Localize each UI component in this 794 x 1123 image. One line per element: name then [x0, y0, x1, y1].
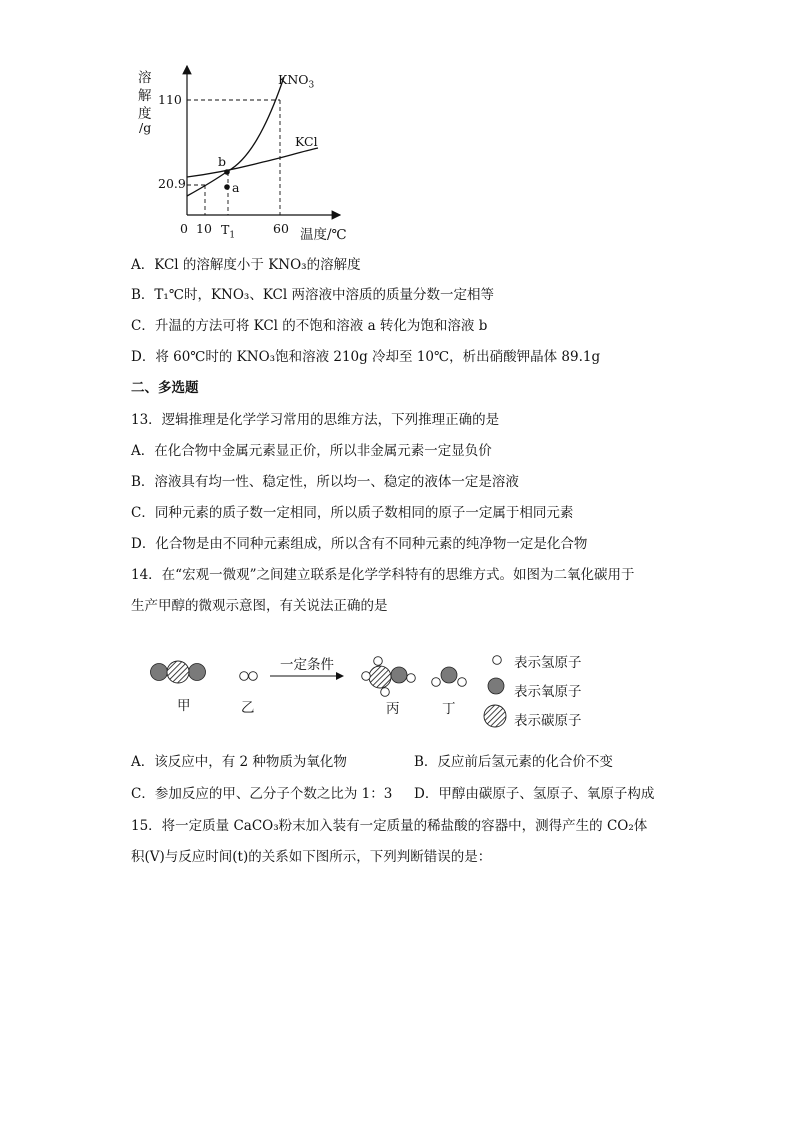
ylabel-unit: /g [139, 120, 152, 135]
label-jia: 甲 [177, 698, 191, 714]
q12-option-a: A．KCl 的溶解度小于 KNO₃的溶解度 [131, 257, 361, 273]
solubility-chart [0, 60, 794, 310]
q13-option-b: B．溶液具有均一性、稳定性，所以均一、稳定的液体一定是溶液 [131, 474, 519, 490]
kcl-label: KCl [295, 134, 318, 149]
point-a-label: a [232, 180, 240, 195]
q13-option-c: C．同种元素的质子数一定相同，所以质子数相同的原子一定属于相同元素 [131, 505, 574, 521]
reaction-condition: 一定条件 [280, 657, 334, 673]
molecule-jia [151, 661, 206, 683]
molecule-yi [240, 672, 258, 681]
q14-stem-line1: 14．在“宏观一微观”之间建立联系是化学学科特有的思维方式。如图为二氧化碳用于 [131, 567, 635, 583]
y-tick-20-9: 20.9 [158, 176, 186, 191]
legend-c-text: 表示碳原子 [514, 713, 582, 729]
q13-option-a: A．在化合物中金属元素显正价，所以非金属元素一定显负价 [131, 443, 492, 459]
ylabel-char-1: 溶 [138, 70, 152, 86]
q14-option-a: A．该反应中，有 2 种物质为氧化物 [131, 754, 347, 770]
q12-option-d: D．将 60℃时的 KNO₃饱和溶液 210g 冷却至 10℃，析出硝酸钾晶体 89.1g [131, 349, 601, 365]
x-tick-60: 60 [273, 221, 289, 236]
kno3-curve [187, 77, 284, 196]
legend-o-text: 表示氧原子 [514, 684, 582, 700]
point-b-label: b [218, 154, 227, 169]
q13-stem: 13．逻辑推理是化学学习常用的思维方法，下列推理正确的是 [131, 412, 500, 428]
x-tick-t1: $T_1$ [221, 222, 236, 241]
q13-option-d: D．化合物是由不同种元素组成，所以含有不同种元素的纯净物一定是化合物 [131, 536, 588, 552]
point-a [224, 184, 230, 190]
q12-option-c: C．升温的方法可将 KCl 的不饱和溶液 a 转化为饱和溶液 b [131, 318, 488, 334]
q14-option-c: C．参加反应的甲、乙分子个数之比为 1：3 [131, 786, 393, 802]
reaction-diagram [0, 650, 794, 740]
legend-h-icon [493, 656, 502, 665]
q15-stem-line1: 15．将一定质量 CaCO₃粉末加入装有一定质量的稀盐酸的容器中，测得产生的 CO₂体 [131, 818, 648, 834]
legend-h-text: 表示氢原子 [514, 655, 582, 671]
molecule-bing [362, 657, 416, 697]
ylabel-char-2: 解 [138, 88, 152, 104]
label-yi: 乙 [241, 700, 255, 716]
molecule-ding [432, 667, 467, 686]
q12-option-b: B．T₁℃时，KNO₃、KCl 两溶液中溶质的质量分数一定相等 [131, 287, 494, 303]
label-bing: 丙 [386, 701, 400, 717]
q15-stem-line2: 积(V)与反应时间(t)的关系如下图所示，下列判断错误的是： [131, 849, 492, 865]
legend-c-icon [484, 705, 506, 727]
y-tick-110: 110 [158, 92, 182, 107]
q14-stem-line2: 生产甲醇的微观示意图，有关说法正确的是 [131, 598, 388, 614]
kcl-curve [187, 148, 318, 177]
x-tick-0: 0 [180, 221, 188, 236]
x-axis-label: 温度/℃ [300, 227, 347, 243]
x-tick-10: 10 [196, 221, 212, 236]
section-heading: 二、多选题 [131, 380, 199, 396]
point-b [224, 169, 230, 175]
label-ding: 丁 [442, 701, 456, 717]
legend-o-icon [488, 678, 504, 694]
q14-option-b: B．反应前后氢元素的化合价不变 [414, 754, 613, 770]
kno3-label: $KNO_3$ [278, 72, 315, 91]
q14-option-d: D．甲醇由碳原子、氢原子、氧原子构成 [414, 786, 655, 802]
ylabel-char-3: 度 [138, 106, 152, 122]
